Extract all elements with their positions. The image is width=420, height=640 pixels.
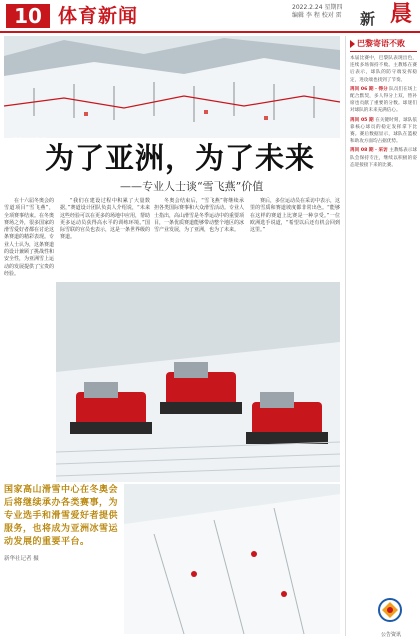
photo-caption <box>4 484 120 632</box>
groomer-photo <box>56 282 340 482</box>
masthead <box>0 0 420 33</box>
sidebar-paragraph <box>350 147 417 169</box>
sidebar-paragraph <box>350 117 417 146</box>
sidebar-paragraph-text: 本届比赛中，巴黎队表现出色，连续多场保持不败。主教练在赛后表示，球队的防守端发挥稳定，进攻端也找到了节奏。 <box>350 56 417 83</box>
arrow-icon <box>350 40 355 48</box>
section-title: 体育新闻 <box>58 5 139 27</box>
caption-text: 国家高山滑雪中心在冬奥会后将继续承办各类赛事，为专业选手和滑雪爱好者提供服务，也将成为亚洲冰雪运动发展的重要平台。 <box>4 485 119 547</box>
sidebar-subheading: 再问 08 期 · 采访 <box>350 148 388 154</box>
body-paragraph: “我们在建设过程中积累了大量数据，”赛道设计团队负责人介绍说，“未来这些经验可以在更多的场地中应用，帮助更多运动员获得高水平的训练环境。”国际雪联的官员也表示，这是一条世界级的赛道。 <box>60 198 151 241</box>
masthead-meta <box>292 4 342 20</box>
slope-photo <box>124 484 340 634</box>
article-subhead: ——专业人士谈“雪飞燕”价值 <box>120 180 264 193</box>
body-paragraph: 在十六届冬奥会的雪道项目“雪飞燕”，全项赛事结束。在冬奥赛场之外，很多国家的滑雪爱好者都在讨论这条赛道的精彩表现。专业人士认为，这条赛道的设计兼顾了挑战性和安全性，为亚洲雪上运动的发展提供了宝贵的经验。 <box>4 198 55 277</box>
body-column-1 <box>4 198 54 480</box>
lead-photo <box>4 36 340 144</box>
body-paragraph: 赛后，多位运动员在采访中表示，这里的雪质和赛道坡度都非常出色。“能够在这样的赛道上比赛是一种享受。”一位欧洲选手说道，“希望以后还有机会回到这里。” <box>250 198 341 234</box>
sidebar-body <box>350 55 417 595</box>
sidebar <box>345 36 417 636</box>
sidebar-paragraph <box>350 86 417 115</box>
sidebar-paragraph <box>350 55 417 84</box>
logo-right-char: 晨 <box>390 1 413 27</box>
logo-left-char: 新 <box>360 10 376 28</box>
date-line: 2022.2.24 星期四 <box>292 4 343 11</box>
sidebar-paragraph-text: 队员们在场上配合默契，多人得分上双，替补席也贡献了重要的分数。球迷们对球队的未来充满信心。 <box>350 86 417 114</box>
sidebar-paragraph-text: 在关键时刻，球队依靠核心球员的稳定发挥拿下比赛。赛后数据显示，球队在篮板和助攻方面均占据优势。 <box>350 117 418 145</box>
notice-logo-label: 公告资讯 <box>380 632 401 638</box>
sidebar-title-text: 巴黎寄语不败 <box>357 39 405 48</box>
article-headline: 为了亚洲，为了未来 <box>44 141 315 175</box>
caption-credit: 新华社记者 摄 <box>4 556 39 562</box>
body-column-3 <box>154 198 244 280</box>
newspaper-logo <box>360 2 416 30</box>
editor-line: 编辑 李 程 校对 雷 <box>292 12 342 19</box>
sidebar-subheading: 再问 05 期 <box>350 117 374 123</box>
body-paragraph: 冬奥会结束后，“雪飞燕”将继续承担各类国际赛事和大众滑雪活动。专业人士指出，高山滑雪是冬季运动中的重要项目，一条优质赛道能够带动整个地区的冰雪产业发展，为了亚洲，也为了未来。 <box>154 198 245 234</box>
photo-credit: 新华社记者 摄 <box>12 138 47 144</box>
sidebar-title <box>350 38 417 52</box>
sidebar-paragraph-text: 主教练表示球队会保持专注，继续以积极的姿态迎接接下来的比赛。 <box>350 148 417 168</box>
notice-logo-icon <box>370 596 410 632</box>
page-number: 10 <box>6 4 50 28</box>
masthead-rule <box>0 31 420 33</box>
sidebar-subheading: 再问 06 期 · 得分 <box>350 86 388 92</box>
body-column-4 <box>250 198 340 280</box>
body-column-2 <box>60 198 150 280</box>
